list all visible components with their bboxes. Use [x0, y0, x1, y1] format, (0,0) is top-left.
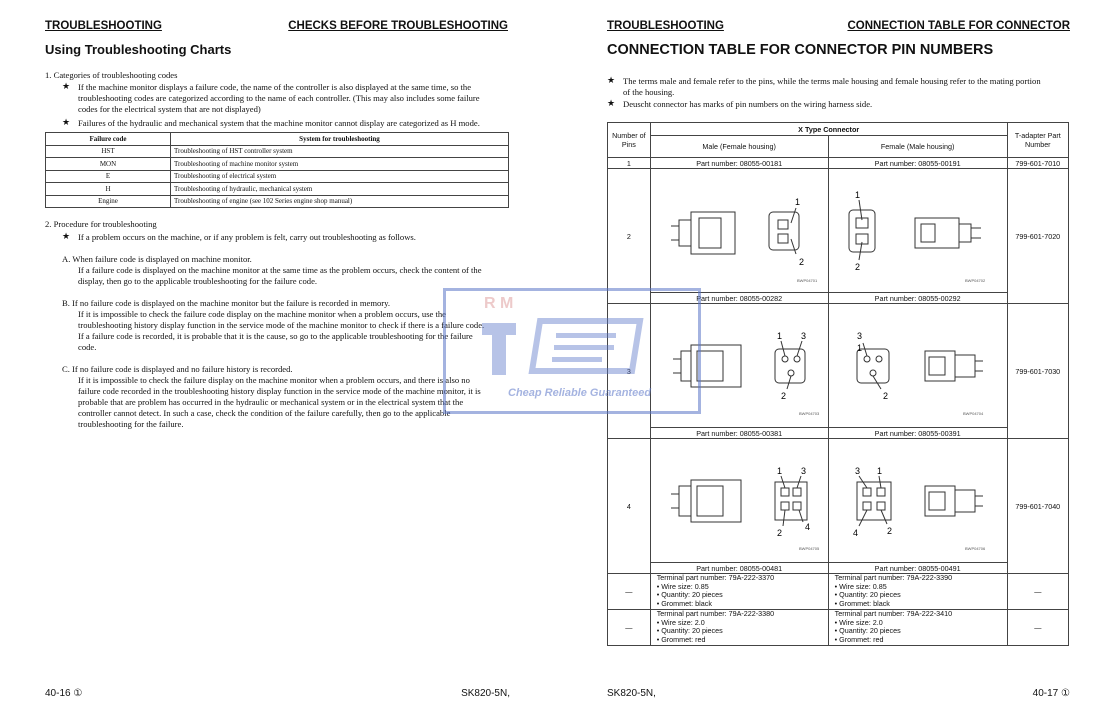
pin-label-1: 1: [876, 465, 882, 476]
case-b-line4: If a failure code is recorded, it is probable that it is the cause, so go to the applicable troubleshooting for the failure: [78, 331, 473, 341]
table-header: Failure code: [46, 133, 171, 146]
watermark-slogan: Cheap Reliable Guaranteed: [508, 387, 652, 399]
failure-code-cell: H: [46, 183, 171, 196]
failure-code-table: [45, 132, 509, 208]
figure-code: BWP04701: [796, 277, 817, 283]
failure-code-cell: HST: [46, 145, 171, 158]
pins-cell: 4: [608, 439, 651, 574]
grommet: • Grommet: black: [834, 598, 890, 608]
case-c-line4: probable that are problem has occurred in the hydraulic or mechanical system or in the electrical system that the: [78, 397, 464, 407]
pin-label-3: 3: [856, 330, 862, 341]
pin-label-1: 1: [776, 465, 782, 476]
case-b-heading: B. If no failure code is displayed on the machine monitor but the failure is recorded in memory.: [62, 298, 391, 308]
right-header-chapter: CONNECTION TABLE FOR CONNECTOR: [847, 20, 1070, 32]
case-b-line3: troubleshooting history display function in the service mode of the machine monitor to check if there is a failure code.: [78, 320, 485, 330]
star-bullet-icon: ★: [62, 117, 71, 127]
terminal-part-number: Terminal part number: 79A-222-3380: [656, 609, 775, 618]
figure-code: BWP04706: [964, 545, 985, 551]
pin-label-4: 4: [804, 521, 810, 532]
adapter-cell: —: [1007, 574, 1068, 610]
case-a-heading: A. When failure code is displayed on machine monitor.: [62, 254, 252, 264]
pin-label-3: 3: [800, 465, 806, 476]
figure-code: BWP04705: [798, 545, 819, 551]
system-cell: Troubleshooting of hydraulic, mechanical system: [171, 183, 509, 196]
female-part-cell: Part number: 08055-00491: [828, 563, 1007, 574]
pin-label-1: 1: [856, 342, 862, 353]
case-c-line5: controller cannot detect. In such a case, check the condition of the failure carefully, then go to the applicable: [78, 408, 451, 418]
quantity: • Quantity: 20 pieces: [834, 590, 901, 600]
adapter-cell: 799-601-7020: [1007, 169, 1068, 304]
figure-code: BWP04702: [964, 277, 985, 283]
male-part-cell: Part number: 08055-00282: [650, 293, 828, 304]
pin-label-4: 4: [852, 527, 858, 538]
table-row: [608, 610, 1069, 646]
pin-label-2: 2: [780, 390, 786, 401]
wire-size: • Wire size: 2.0: [834, 617, 883, 627]
sec2-bullet1: If a problem occurs on the machine, or if any problem is felt, carry out troubleshooting as follows.: [78, 232, 416, 242]
female-part-cell: Part number: 08055-00292: [828, 293, 1007, 304]
female-part-cell: Part number: 08055-00391: [828, 428, 1007, 439]
left-model-name: SK820-5N,: [461, 688, 510, 699]
sec1-bullet2: Failures of the hydraulic and mechanical system that the machine monitor cannot display are categorized as H mode.: [78, 118, 480, 128]
female-3pin-drawing: [828, 304, 1007, 428]
pin-label-1: 1: [794, 196, 800, 207]
sec1-heading: 1. Categories of troubleshooting codes: [45, 70, 178, 80]
right-header-section: TROUBLESHOOTING: [607, 20, 724, 32]
male-terminal-cell: [650, 610, 828, 646]
quantity: • Quantity: 20 pieces: [656, 590, 723, 600]
male-2pin-drawing: [650, 169, 828, 293]
left-header-chapter: CHECKS BEFORE TROUBLESHOOTING: [288, 20, 508, 32]
table-row: [608, 439, 1069, 563]
case-c-heading: C. If no failure code is displayed and no failure history is recorded.: [62, 364, 293, 374]
case-c-line2: If it is impossible to check the failure display on the machine monitor when a problem occurs, and there is also no: [78, 375, 470, 385]
table-row: [46, 170, 509, 183]
female-part-cell: Part number: 08055-00191: [828, 158, 1007, 169]
male-4pin-drawing: [650, 439, 828, 563]
grommet: • Grommet: black: [656, 598, 712, 608]
sec2-heading: 2. Procedure for troubleshooting: [45, 219, 157, 229]
header-male: Male (Female housing): [650, 136, 828, 158]
adapter-cell: —: [1007, 610, 1068, 646]
male-part-cell: Part number: 08055-00181: [650, 158, 828, 169]
grommet: • Grommet: red: [656, 634, 706, 644]
note2: Deuscht connector has marks of pin numbers on the wiring harness side.: [623, 99, 873, 109]
case-b-line2: If it is impossible to check the failure code display on the machine monitor when a problem occurs, use the: [78, 309, 446, 319]
pin-label-2: 2: [854, 261, 860, 272]
star-bullet-icon: ★: [607, 98, 616, 108]
pin-label-2: 2: [798, 256, 804, 267]
header-t-adapter: T-adapter Part Number: [1007, 123, 1068, 158]
table-row: [46, 145, 509, 158]
left-header-section: TROUBLESHOOTING: [45, 20, 162, 32]
case-c-line3: failure code recorded in the troubleshooting history display function in the service mode of the machine monitor, it is: [78, 386, 481, 396]
table-row: [608, 158, 1069, 169]
failure-code-cell: E: [46, 170, 171, 183]
male-part-cell: Part number: 08055-00481: [650, 563, 828, 574]
adapter-cell: 799-601-7030: [1007, 304, 1068, 439]
adapter-cell: 799-601-7040: [1007, 439, 1068, 574]
table-row: [608, 574, 1069, 610]
case-a-line3: display, then go to the applicable troubleshooting for the failure code.: [78, 276, 318, 286]
pins-cell: 2: [608, 169, 651, 304]
pin-label-1: 1: [854, 189, 860, 200]
sec1-bullet1-line3: codes for the electrical system that are not displayed): [78, 104, 261, 114]
wire-size: • Wire size: 0.85: [834, 581, 887, 591]
star-bullet-icon: ★: [62, 231, 71, 241]
quantity: • Quantity: 20 pieces: [656, 626, 723, 636]
figure-code: BWP04703: [798, 410, 819, 416]
grommet: • Grommet: red: [834, 634, 884, 644]
sec1-bullet1-line2: troubleshooting codes are categorized according to the name of each controller. (This may also includes some failure: [78, 93, 480, 103]
note1-line2: of the housing.: [623, 87, 675, 97]
pin-label-2: 2: [882, 390, 888, 401]
note1-line1: The terms male and female refer to the pins, while the terms male housing and female housing refer to the mating portion: [623, 76, 1041, 86]
wire-size: • Wire size: 2.0: [656, 617, 705, 627]
header-number-of-pins: Number of Pins: [608, 123, 651, 158]
table-row: [46, 195, 509, 208]
wrench-book-icon: [470, 315, 670, 381]
star-bullet-icon: ★: [607, 75, 616, 85]
case-a-line2: If a failure code is displayed on the machine monitor at the same time as the problem occurs, check the content of the: [78, 265, 482, 275]
table-header: System for troubleshooting: [171, 133, 509, 146]
right-page-number: 40-17 ①: [1032, 688, 1070, 699]
table-row: [46, 158, 509, 171]
female-terminal-cell: [828, 574, 1007, 610]
female-4pin-drawing: [828, 439, 1007, 563]
pins-cell: —: [608, 610, 651, 646]
case-c-line6: troubleshooting for the failure.: [78, 419, 184, 429]
terminal-part-number: Terminal part number: 79A-222-3410: [834, 609, 953, 618]
table-row: [608, 169, 1069, 293]
right-page-title: CONNECTION TABLE FOR CONNECTOR PIN NUMBERS: [607, 42, 994, 58]
table-row: [608, 563, 1069, 574]
pin-label-1: 1: [776, 330, 782, 341]
pins-cell: 1: [608, 158, 651, 169]
pins-cell: —: [608, 574, 651, 610]
system-cell: Troubleshooting of engine (see 102 Series engine shop manual): [171, 195, 509, 208]
right-model-name: SK820-5N,: [607, 688, 656, 699]
header-female: Female (Male housing): [828, 136, 1007, 158]
pin-label-3: 3: [854, 465, 860, 476]
terminal-part-number: Terminal part number: 79A-222-3390: [834, 573, 953, 582]
terminal-part-number: Terminal part number: 79A-222-3370: [656, 573, 775, 582]
pin-label-3: 3: [800, 330, 806, 341]
table-row: [608, 428, 1069, 439]
left-page-number: 40-16 ①: [45, 688, 83, 699]
system-cell: Troubleshooting of HST controller system: [171, 145, 509, 158]
case-b-line5: code.: [78, 342, 97, 352]
failure-code-cell: Engine: [46, 195, 171, 208]
table-row: [46, 183, 509, 196]
left-page-title: Using Troubleshooting Charts: [45, 42, 232, 57]
system-cell: Troubleshooting of electrical system: [171, 170, 509, 183]
watermark: [443, 288, 701, 414]
header-x-type-connector: X Type Connector: [650, 123, 1007, 136]
adapter-cell: 799-601-7010: [1007, 158, 1068, 169]
male-terminal-cell: [650, 574, 828, 610]
star-bullet-icon: ★: [62, 81, 71, 91]
system-cell: Troubleshooting of machine monitor system: [171, 158, 509, 171]
sec1-bullet1-line1: If the machine monitor displays a failure code, the name of the controller is also displayed at the same time, so the: [78, 82, 472, 92]
watermark-logo-text: R M: [484, 295, 514, 312]
female-terminal-cell: [828, 610, 1007, 646]
failure-code-cell: MON: [46, 158, 171, 171]
pin-label-2: 2: [886, 525, 892, 536]
pins-cell: 3: [608, 304, 651, 439]
wire-size: • Wire size: 0.85: [656, 581, 709, 591]
female-2pin-drawing: [828, 169, 1007, 293]
pin-label-2: 2: [776, 527, 782, 538]
figure-code: BWP04704: [962, 410, 983, 416]
quantity: • Quantity: 20 pieces: [834, 626, 901, 636]
male-part-cell: Part number: 08055-00381: [650, 428, 828, 439]
